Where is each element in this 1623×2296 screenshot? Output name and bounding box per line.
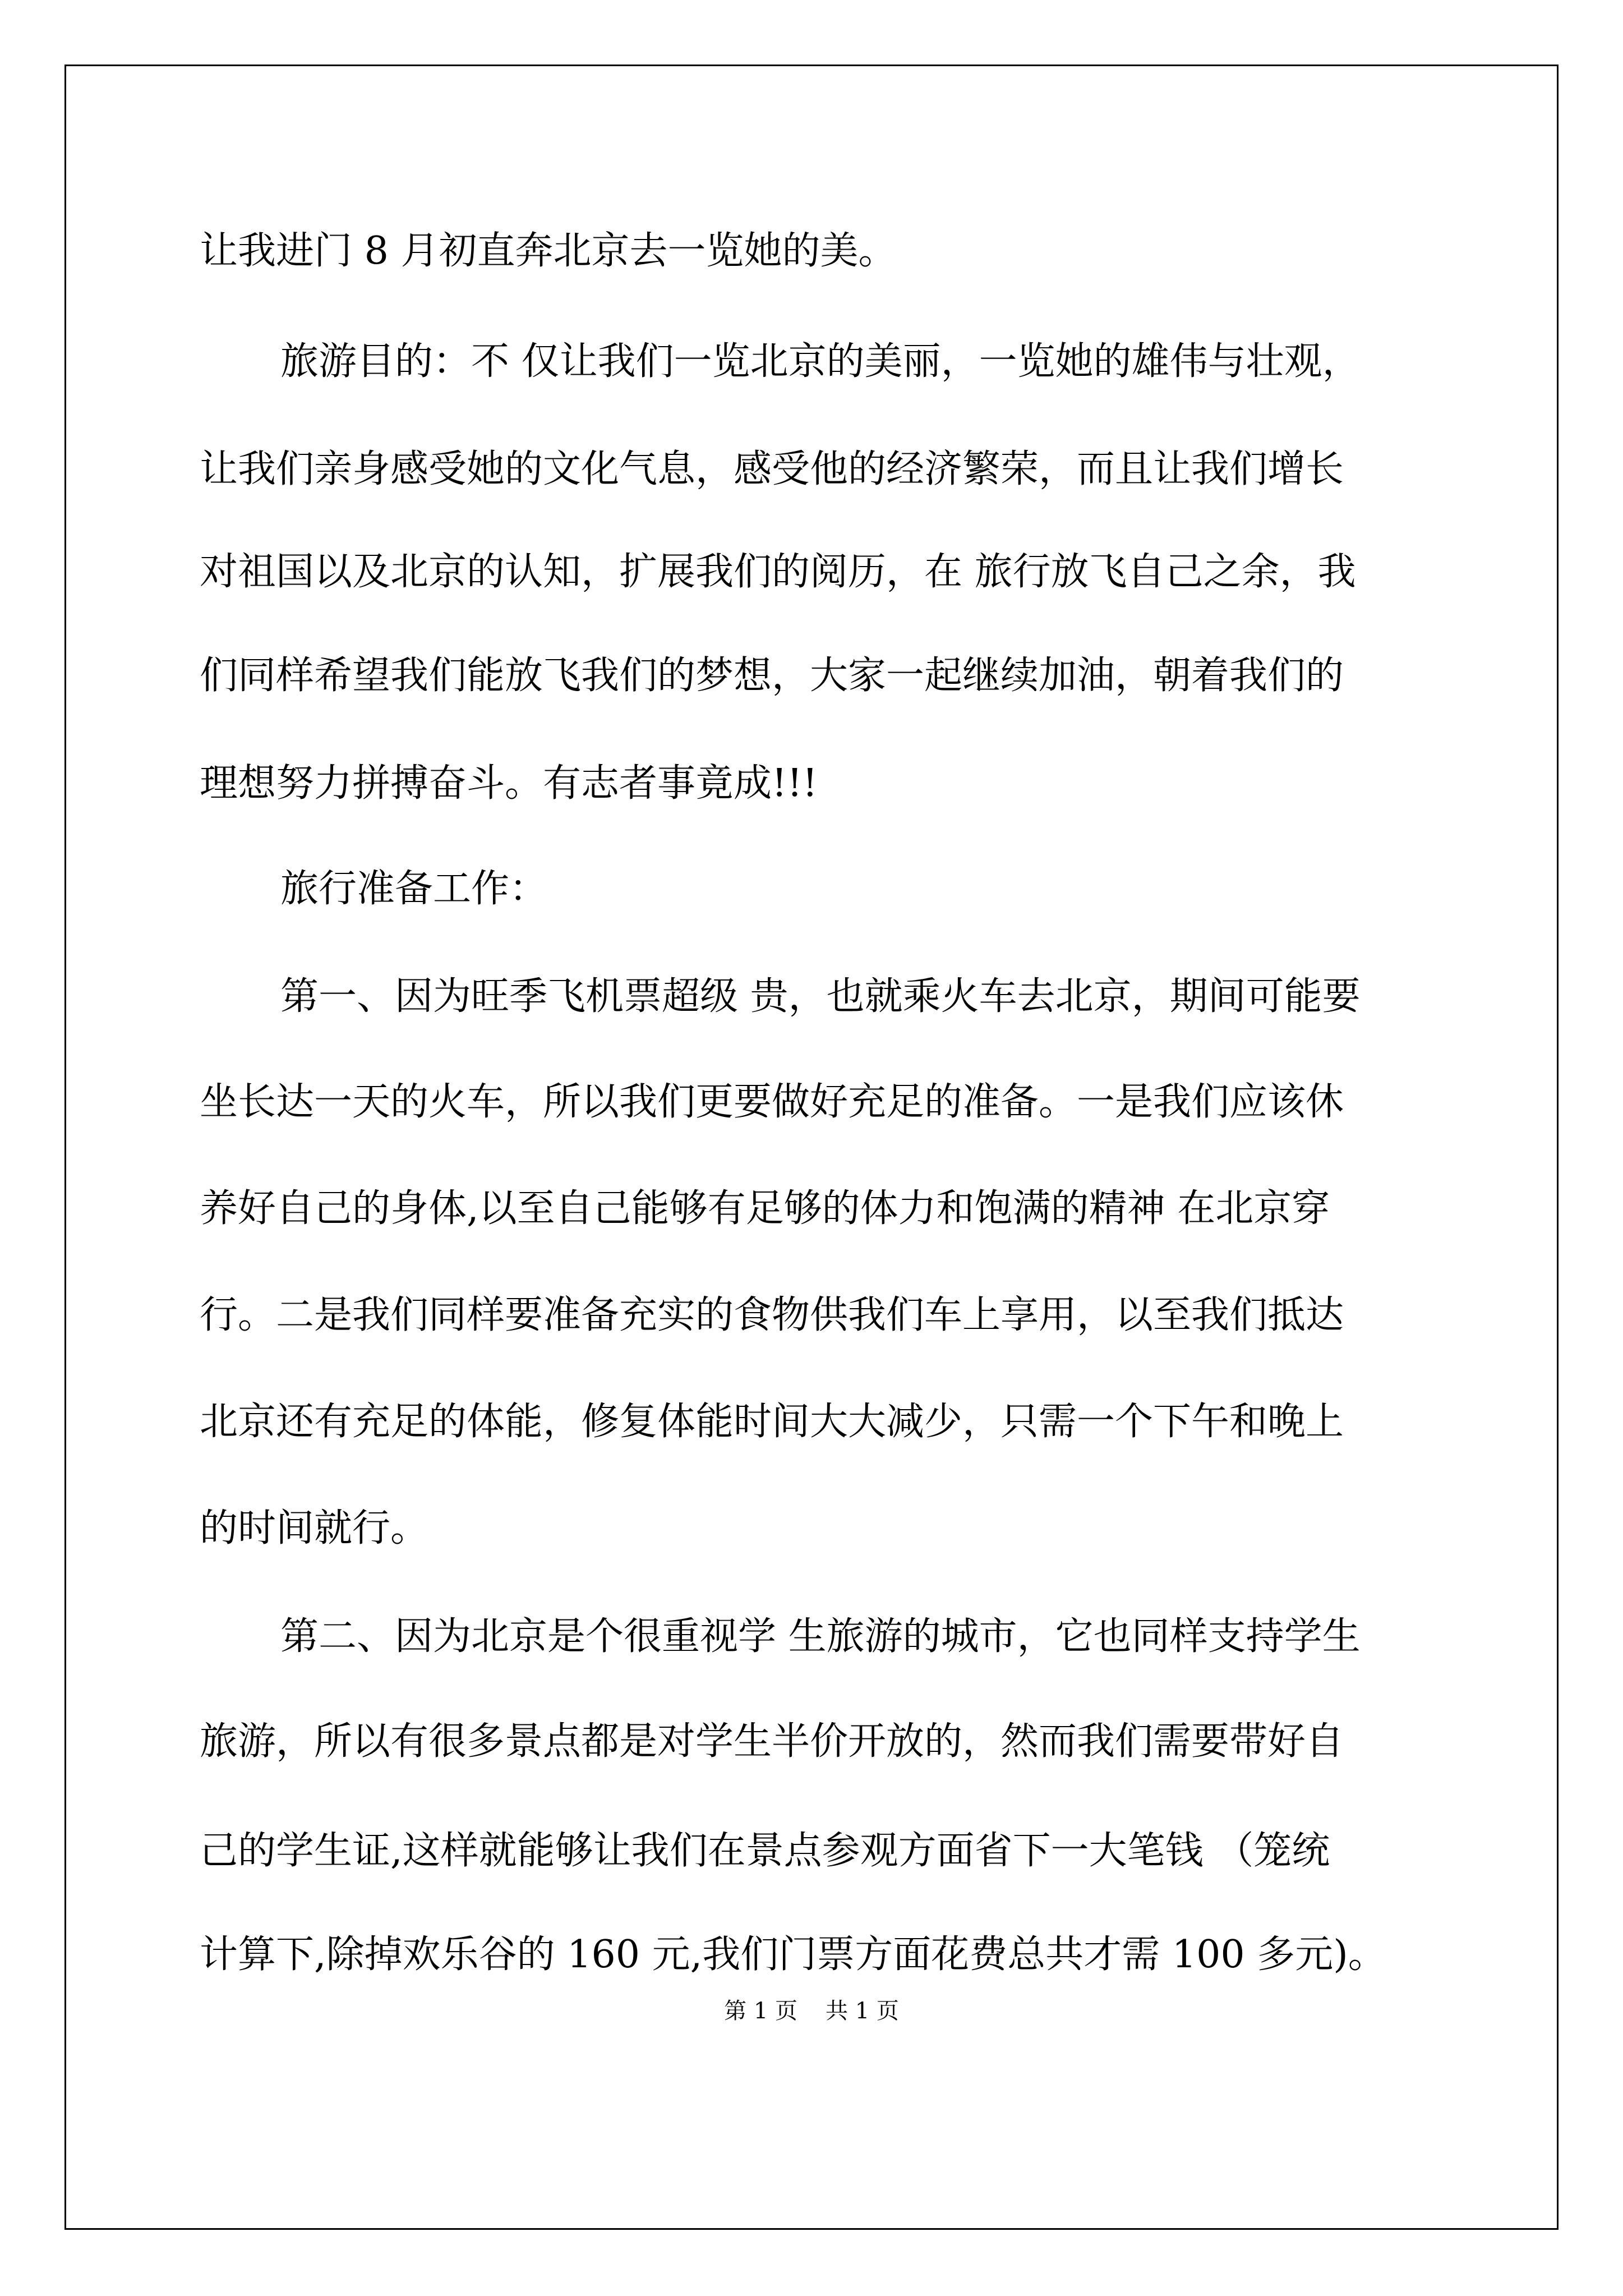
body-line: 的时间就行。 bbox=[200, 1506, 429, 1550]
page-border bbox=[64, 65, 1559, 2230]
body-line: 计算下,除掉欢乐谷的 160 元,我们门票方面花费总共才需 100 多元)。 bbox=[200, 1932, 1386, 1977]
paragraph-purpose-line: 旅游目的：不 仅让我们一览北京的美丽，一览她的雄伟与壮观， bbox=[280, 339, 1361, 384]
body-line: 己的学生证,这样就能够让我们在景点参观方面省下一大笔钱 （笼统 bbox=[200, 1829, 1330, 1873]
section-heading-preparation: 旅行准备工作： bbox=[280, 867, 548, 911]
paragraph-first-line: 第一、因为旺季飞机票超级 贵，也就乘火车去北京，期间可能要 bbox=[280, 974, 1361, 1019]
page-total: 共 1 页 bbox=[826, 1998, 899, 2024]
page-footer bbox=[0, 1997, 1623, 2025]
body-line: 旅游，所以有很多景点都是对学生半价开放的，然而我们需要带好自 bbox=[200, 1719, 1344, 1764]
body-line: 让我进门 8 月初直奔北京去一览她的美。 bbox=[200, 229, 897, 273]
body-line: 养好自己的身体,以至自己能够有足够的体力和饱满的精神 在北京穿 bbox=[200, 1186, 1330, 1231]
page-number: 第 1 页 bbox=[724, 1998, 797, 2024]
body-line: 理想努力拼搏奋斗。有志者事竟成!!! bbox=[200, 761, 818, 806]
body-line: 北京还有充足的体能，修复体能时间大大减少，只需一个下午和晚上 bbox=[200, 1400, 1344, 1444]
body-line: 坐长达一天的火车，所以我们更要做好充足的准备。一是我们应该休 bbox=[200, 1080, 1344, 1124]
paragraph-second-line: 第二、因为北京是个很重视学 生旅游的城市，它也同样支持学生 bbox=[280, 1614, 1361, 1659]
body-line: 行。二是我们同样要准备充实的食物供我们车上享用，以至我们抵达 bbox=[200, 1293, 1344, 1337]
body-line: 让我们亲身感受她的文化气息，感受他的经济繁荣，而且让我们增长 bbox=[200, 447, 1344, 491]
body-line: 们同样希望我们能放飞我们的梦想，大家一起继续加油，朝着我们的 bbox=[200, 654, 1344, 698]
body-line: 对祖国以及北京的认知，扩展我们的阅历，在 旅行放飞自己之余，我 bbox=[200, 550, 1356, 594]
